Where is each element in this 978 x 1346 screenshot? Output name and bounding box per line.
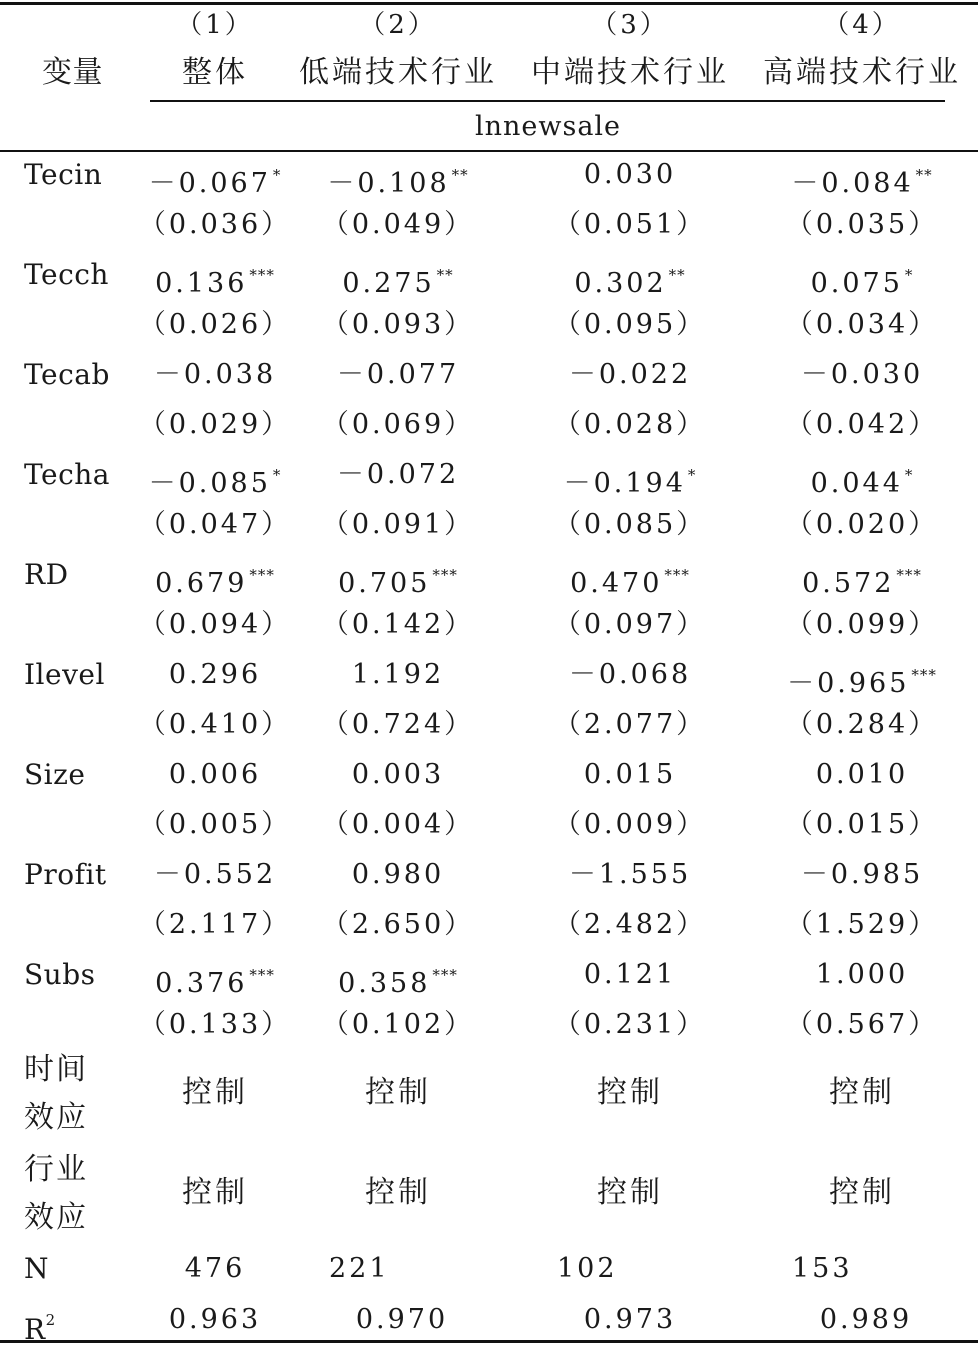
row-label-profit: Profit	[24, 858, 107, 891]
std-error-cell: （0.284）	[785, 709, 939, 740]
time-effect-label	[24, 1046, 88, 1142]
n-value-1: 476	[184, 1253, 246, 1284]
std-error-cell: （0.034）	[785, 309, 939, 340]
coef-value: －0.085	[148, 468, 271, 499]
industry-effect-label-line1: 行业	[24, 1152, 88, 1187]
col-number-2: （2）	[359, 10, 437, 40]
coef-value: 0.572	[802, 568, 895, 599]
coef-value: 0.376	[155, 968, 248, 999]
top-rule	[0, 2, 978, 5]
coef-value: －0.068	[568, 659, 692, 690]
std-error-cell: （2.117）	[138, 909, 292, 940]
coef-value: 0.015	[583, 759, 677, 790]
coef-value: 0.470	[570, 568, 663, 599]
row-label-rd: RD	[24, 558, 69, 591]
coef-value: 0.358	[338, 968, 431, 999]
std-error-cell: （2.077）	[553, 709, 707, 740]
row-label-tecin: Tecin	[24, 158, 103, 191]
coef-cell	[811, 260, 914, 299]
significance-stars: **	[436, 266, 454, 284]
industry-effect-3: 控制	[597, 1175, 663, 1210]
dependent-variable: lnnewsale	[474, 111, 622, 142]
time-effect-label-line2: 效应	[24, 1100, 88, 1135]
time-effect-4: 控制	[829, 1075, 895, 1110]
std-error-cell: （0.042）	[785, 409, 939, 440]
industry-effect-4: 控制	[829, 1175, 895, 1210]
col-name-3: 中端技术行业	[531, 55, 729, 90]
coef-value: 0.121	[583, 959, 677, 990]
coef-cell	[327, 160, 468, 199]
coef-value: 0.075	[810, 268, 903, 299]
std-error-cell: （0.091）	[321, 509, 475, 540]
coef-cell	[570, 560, 690, 599]
coef-cell	[791, 160, 932, 199]
col-number-3: （3）	[591, 10, 669, 40]
industry-effect-2: 控制	[365, 1175, 431, 1210]
std-error-cell: （0.009）	[553, 809, 707, 840]
coef-value: 0.705	[338, 568, 431, 599]
n-label: N	[24, 1252, 49, 1285]
coef-value: －0.038	[153, 359, 277, 390]
significance-stars: *	[904, 466, 914, 484]
row-label-size: Size	[24, 758, 86, 791]
coef-value: －0.030	[800, 359, 924, 390]
std-error-cell: （0.026）	[138, 309, 292, 340]
std-error-cell: （0.095）	[553, 309, 707, 340]
r2-label	[24, 1305, 56, 1345]
std-error-cell: （0.099）	[785, 609, 939, 640]
time-effect-3: 控制	[597, 1075, 663, 1110]
coef-cell	[574, 260, 685, 299]
col-name-1: 整体	[182, 55, 248, 90]
header-underline	[150, 100, 945, 102]
coef-cell	[352, 760, 444, 790]
std-error-cell: （2.650）	[321, 909, 475, 940]
coef-cell	[352, 860, 444, 890]
coef-cell	[337, 460, 459, 490]
col-name-2: 低端技术行业	[299, 55, 497, 90]
coef-cell	[584, 160, 676, 190]
std-error-cell: （0.724）	[321, 709, 475, 740]
std-error-cell: （0.004）	[321, 809, 475, 840]
coef-cell	[155, 960, 275, 999]
coef-value: 0.275	[342, 268, 435, 299]
n-value-4: 153	[792, 1253, 853, 1284]
coef-value: －0.194	[563, 468, 686, 499]
coef-value: 0.136	[155, 268, 248, 299]
header-bottom-rule	[0, 150, 978, 152]
significance-stars: ***	[249, 566, 275, 584]
significance-stars: ***	[249, 966, 275, 984]
coef-cell	[569, 360, 691, 390]
col-number-1: （1）	[176, 10, 254, 40]
r2-value-2: 0.970	[355, 1304, 449, 1335]
col-number-4: （4）	[823, 10, 901, 40]
significance-stars: *	[272, 166, 282, 184]
coef-value: －0.965	[787, 668, 910, 699]
std-error-cell: （0.005）	[138, 809, 292, 840]
coef-cell	[802, 560, 922, 599]
std-error-cell: （2.482）	[553, 909, 707, 940]
row-label-subs: Subs	[24, 958, 96, 991]
coef-cell	[816, 760, 908, 790]
std-error-cell: （0.410）	[138, 709, 292, 740]
std-error-cell: （0.567）	[785, 1009, 939, 1040]
coef-value: 0.030	[583, 159, 677, 190]
significance-stars: ***	[896, 566, 922, 584]
industry-effect-label	[24, 1146, 88, 1242]
coef-value: －0.067	[148, 168, 271, 199]
std-error-cell: （0.035）	[785, 209, 939, 240]
significance-stars: *	[687, 466, 697, 484]
coef-value: 0.679	[155, 568, 248, 599]
coef-value: －0.072	[336, 459, 460, 490]
time-effect-1: 控制	[182, 1075, 248, 1110]
coef-cell	[154, 860, 276, 890]
coef-cell	[169, 660, 261, 690]
time-effect-2: 控制	[365, 1075, 431, 1110]
coef-cell	[155, 260, 275, 299]
std-error-cell: （0.047）	[138, 509, 292, 540]
coef-cell	[584, 760, 676, 790]
std-error-cell: （0.093）	[321, 309, 475, 340]
significance-stars: *	[272, 466, 282, 484]
coef-cell	[801, 860, 923, 890]
std-error-cell: （0.094）	[138, 609, 292, 640]
coef-cell	[154, 360, 276, 390]
significance-stars: **	[668, 266, 686, 284]
significance-stars: ***	[432, 566, 458, 584]
coef-cell	[811, 460, 914, 499]
coef-cell	[816, 960, 908, 990]
coef-cell	[338, 960, 458, 999]
variable-header: 变量	[42, 55, 103, 90]
coef-cell	[169, 760, 261, 790]
time-effect-label-line1: 时间	[24, 1052, 88, 1087]
significance-stars: ***	[664, 566, 690, 584]
coef-value: 0.980	[351, 859, 445, 890]
coef-cell	[787, 660, 937, 699]
significance-stars: **	[451, 166, 469, 184]
std-error-cell: （0.028）	[553, 409, 707, 440]
r2-value-4: 0.989	[819, 1304, 913, 1335]
coef-cell	[342, 260, 453, 299]
coef-value: －1.555	[568, 859, 692, 890]
coef-value: －0.108	[327, 168, 450, 199]
bottom-rule	[0, 1340, 978, 1343]
coef-cell	[352, 660, 444, 690]
r2-value-3: 0.973	[583, 1304, 677, 1335]
coef-cell	[801, 360, 923, 390]
coef-cell	[337, 360, 459, 390]
coef-value: 0.003	[351, 759, 445, 790]
n-value-3: 102	[557, 1253, 618, 1284]
coef-cell	[569, 860, 691, 890]
coef-cell	[149, 460, 282, 499]
coef-value: －0.077	[336, 359, 460, 390]
std-error-cell: （0.029）	[138, 409, 292, 440]
coef-cell	[569, 660, 691, 690]
std-error-cell: （0.142）	[321, 609, 475, 640]
industry-effect-label-line2: 效应	[24, 1200, 88, 1235]
row-label-tecch: Tecch	[24, 258, 109, 291]
std-error-cell: （0.069）	[321, 409, 475, 440]
std-error-cell: （0.049）	[321, 209, 475, 240]
std-error-cell: （0.085）	[553, 509, 707, 540]
significance-stars: ***	[249, 266, 275, 284]
std-error-cell: （0.015）	[785, 809, 939, 840]
coef-value: －0.552	[153, 859, 277, 890]
coef-value: 0.006	[168, 759, 262, 790]
std-error-cell: （0.097）	[553, 609, 707, 640]
coef-cell	[584, 960, 676, 990]
coef-value: 1.000	[815, 959, 909, 990]
std-error-cell: （0.036）	[138, 209, 292, 240]
std-error-cell: （0.051）	[553, 209, 707, 240]
coef-value: 0.044	[810, 468, 903, 499]
significance-stars: ***	[911, 666, 937, 684]
coef-value: －0.985	[800, 859, 924, 890]
col-name-4: 高端技术行业	[763, 55, 961, 90]
row-label-tecab: Tecab	[24, 358, 110, 391]
significance-stars: ***	[432, 966, 458, 984]
r2-value-1: 0.963	[168, 1304, 262, 1335]
coef-cell	[149, 160, 282, 199]
industry-effect-1: 控制	[182, 1175, 248, 1210]
std-error-cell: （0.020）	[785, 509, 939, 540]
coef-cell	[564, 460, 697, 499]
coef-value: 0.296	[168, 659, 262, 690]
coef-value: 1.192	[351, 659, 445, 690]
significance-stars: **	[915, 166, 933, 184]
coef-value: －0.022	[568, 359, 692, 390]
r2-label-superscript: 2	[45, 1311, 56, 1329]
std-error-cell: （0.133）	[138, 1009, 292, 1040]
coef-cell	[338, 560, 458, 599]
n-value-2: 221	[329, 1253, 390, 1284]
std-error-cell: （0.102）	[321, 1009, 475, 1040]
r2-label-text: R	[24, 1313, 46, 1346]
coef-value: 0.010	[815, 759, 909, 790]
coef-cell	[155, 560, 275, 599]
coef-value: －0.084	[791, 168, 914, 199]
std-error-cell: （1.529）	[785, 909, 939, 940]
coef-value: 0.302	[574, 268, 667, 299]
significance-stars: *	[904, 266, 914, 284]
row-label-techa: Techa	[24, 458, 110, 491]
row-label-ilevel: Ilevel	[24, 658, 105, 691]
std-error-cell: （0.231）	[553, 1009, 707, 1040]
